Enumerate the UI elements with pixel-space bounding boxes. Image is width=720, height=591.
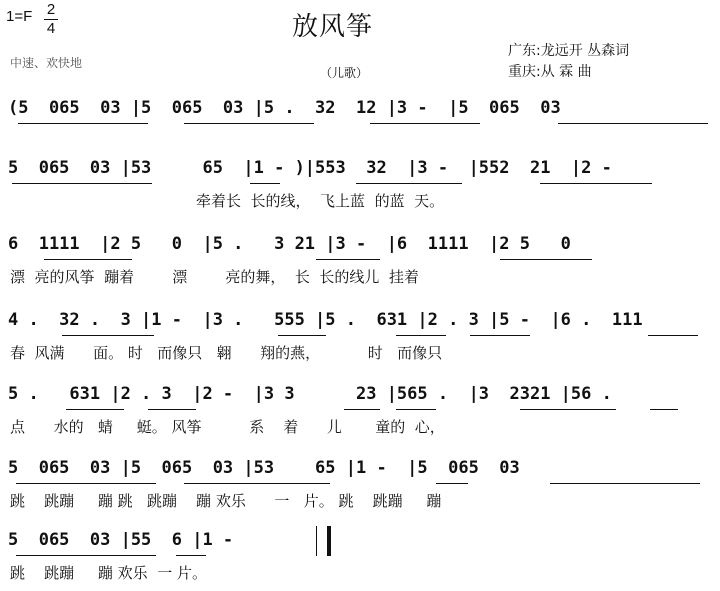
beam [184, 483, 330, 484]
beam [436, 483, 468, 484]
beam [520, 409, 616, 410]
lyrics-line-3: 漂 亮的风筝 蹦着 漂 亮的舞， 长 长的线儿 挂着 [10, 268, 419, 286]
beam [550, 483, 700, 484]
tempo-marking: 中速、欢快地 [10, 56, 83, 70]
beam [44, 259, 132, 260]
music-credit: 重庆:从 霖 曲 [508, 64, 592, 80]
notation-line-4: 4 . 32 . 3 |1 - |3 . 555 |5 . 631 |2 . 3 |5 - |6 . 111 [8, 310, 653, 330]
notation-line-1: (5 065 03 |5 065 03 |5 . 32 12 |3 - |5 065 03 [8, 98, 571, 118]
beam [16, 483, 156, 484]
notation-line-6: 5 065 03 |5 065 03 |53 65 |1 - |5 065 03 [8, 458, 530, 478]
beam [16, 555, 156, 556]
beam [18, 123, 148, 124]
beam [148, 409, 196, 410]
beam [650, 409, 678, 410]
beam [356, 183, 462, 184]
lyrics-line-2: 牵着长 长的线， 飞上蓝 的蓝 天。 [10, 192, 445, 210]
beam [66, 409, 124, 410]
beam [250, 183, 280, 184]
beam [370, 123, 480, 124]
beam [184, 123, 314, 124]
beam [316, 259, 380, 260]
beam [396, 335, 446, 336]
genre-label: （儿歌） [320, 66, 369, 80]
beam [278, 335, 326, 336]
notation-line-7: 5 065 03 |55 6 |1 - [8, 530, 254, 550]
beam [500, 259, 592, 260]
beam [540, 183, 652, 184]
beam [344, 409, 380, 410]
lyrics-line-6: 跳 跳蹦 蹦 跳 跳蹦 蹦 欢乐 一 片。 跳 跳蹦 蹦 [10, 492, 442, 510]
beam [470, 335, 530, 336]
lyrics-line-5: 点 水的 蜻 蜓。 风筝 系 着 儿 童的 心， [10, 418, 445, 436]
time-signature-top: 2 [46, 1, 56, 18]
notation-line-5: 5 . 631 |2 . 3 |2 - |3 3 23 |565 . |3 2321 |56 . [8, 384, 623, 404]
beam [176, 555, 206, 556]
notation-line-2: 5 065 03 |53 65 |1 - )|553 32 |3 - |552 21 |2 - [8, 158, 623, 178]
beam [12, 183, 152, 184]
time-signature [44, 2, 58, 37]
song-title: 放风筝 [292, 12, 374, 42]
lyrics-line-4: 春 风满 面。 时 而像只 翱 翔的燕， 时 而像只 [10, 344, 443, 362]
beam [558, 123, 708, 124]
beam [648, 335, 698, 336]
key-signature: 1=F [6, 8, 33, 25]
beam [62, 335, 154, 336]
lyrics-credit: 广东:龙远开 丛森词 [508, 43, 630, 59]
time-signature-bottom: 4 [46, 20, 56, 37]
notation-line-3: 6 1111 |2 5 0 |5 . 3 21 |3 - |6 1111 |2 5 0 [8, 234, 582, 254]
final-barline [316, 526, 331, 556]
lyrics-line-7: 跳 跳蹦 蹦 欢乐 一 片。 [10, 564, 207, 582]
beam [396, 409, 436, 410]
